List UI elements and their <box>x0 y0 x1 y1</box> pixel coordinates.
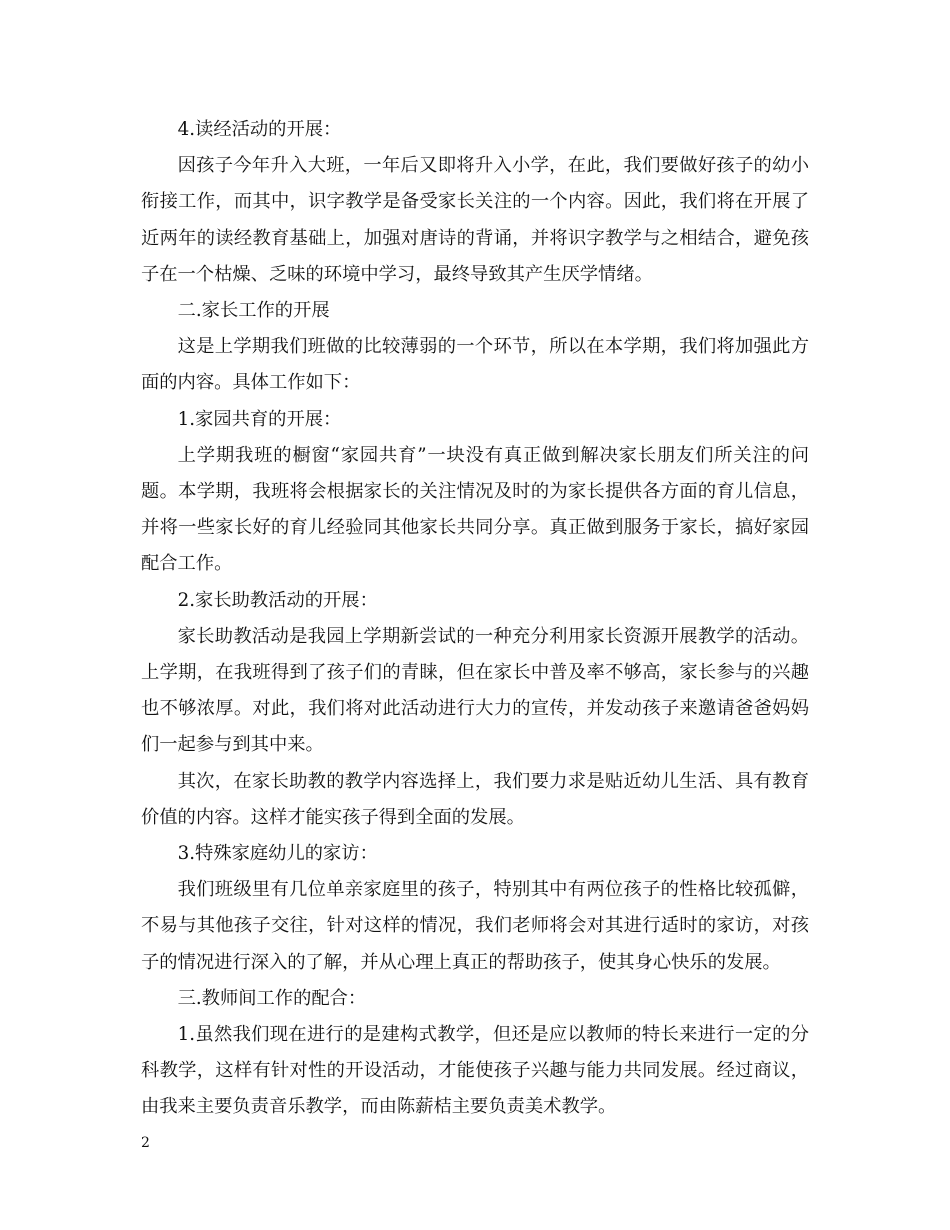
paragraph-parent-assist-content: 其次，在家长助教的教学内容选择上，我们要力求是贴近幼儿生活、具有教育价值的内容。这样才能实孩子得到全面的发展。 <box>141 770 809 828</box>
paragraph-parent-assist-heading: 2.家长助教活动的开展： <box>177 589 378 611</box>
document-body <box>141 112 809 1126</box>
paragraph-teacher-cooperation-body: 1.虽然我们现在进行的是建构式教学，但还是应以教师的特长来进行一定的分科教学，这样有针对性的开设活动，才能使孩子兴趣与能力共同发展。经过商议，由我来主要负责音乐教学，而由陈薪桔主要负责美术教学。 <box>141 1024 809 1118</box>
paragraph-parent-assist-body: 家长助教活动是我园上学期新尝试的一种充分利用家长资源开展教学的活动。上学期，在我班得到了孩子们的青睐，但在家长中普及率不够高，家长参与的兴趣也不够浓厚。对此，我们将对此活动进行大力的宣传，并发动孩子来邀请爸爸妈妈们一起参与到其中来。 <box>141 625 809 756</box>
section-heading-parent-work: 二.家长工作的开展 <box>177 300 330 322</box>
section-heading-teacher-cooperation: 三.教师间工作的配合： <box>177 987 367 1009</box>
paragraph-home-school-body: 上学期我班的橱窗“家园共育”一块没有真正做到解决家长朋友们所关注的问题。本学期，我班将会根据家长的关注情况及时的为家长提供各方面的育儿信息，并将一些家长好的育儿经验同其他家长共同分享。真正做到服务于家长，搞好家园配合工作。 <box>141 444 809 575</box>
page-number: 2 <box>141 1135 150 1151</box>
paragraph-parent-work-intro: 这是上学期我们班做的比较薄弱的一个环节，所以在本学期，我们将加强此方面的内容。具体工作如下： <box>141 336 809 394</box>
paragraph-home-visit-body: 我们班级里有几位单亲家庭里的孩子，特别其中有两位孩子的性格比较孤僻，不易与其他孩子交往，针对这样的情况，我们老师将会对其进行适时的家访，对孩子的情况进行深入的了解，并从心理上真正的帮助孩子，使其身心快乐的发展。 <box>141 879 809 973</box>
paragraph-reading-classics-heading: 4.读经活动的开展： <box>177 119 342 140</box>
paragraph-reading-classics-body: 因孩子今年升入大班，一年后又即将升入小学，在此，我们要做好孩子的幼小衔接工作，而其中，识字教学是备受家长关注的一个内容。因此，我们将在开展了近两年的读经教育基础上，加强对唐诗的背诵，并将识字教学与之相结合，避免孩子在一个枯燥、乏味的环境中学习，最终导致其产生厌学情绪。 <box>141 155 809 285</box>
paragraph-home-visit-heading: 3.特殊家庭幼儿的家访： <box>177 843 378 865</box>
paragraph-home-school-heading: 1.家园共育的开展： <box>177 408 342 430</box>
